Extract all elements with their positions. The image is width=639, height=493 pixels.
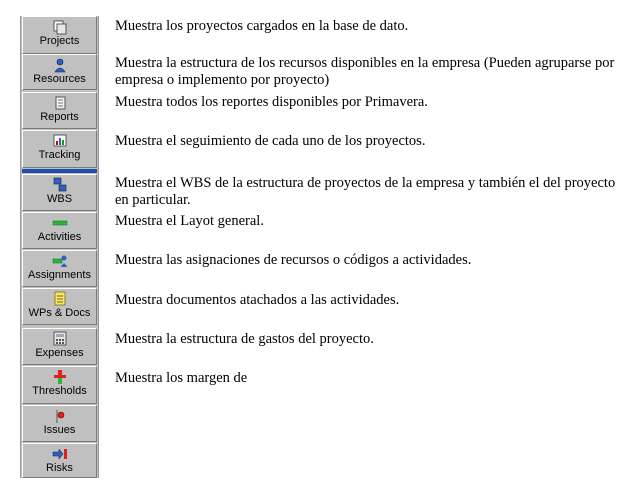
projects-description: Muestra los proyectos cargados en la base de dato. — [115, 18, 409, 34]
wbs-label: WBS — [46, 193, 73, 205]
risks-button[interactable] — [22, 443, 97, 478]
tracking-button[interactable] — [22, 130, 97, 168]
expenses-button[interactable] — [22, 328, 97, 365]
projects-label: Projects — [39, 35, 80, 47]
wbs-button[interactable] — [22, 174, 97, 211]
issues-button[interactable] — [22, 405, 97, 442]
assignments-icon — [52, 253, 68, 269]
activities-label: Activities — [37, 231, 82, 243]
assignments-label: Assignments — [28, 269, 91, 281]
thresholds-label: Thresholds — [32, 385, 87, 397]
tracking-description: Muestra el seguimiento de cada uno de los proyectos. — [115, 133, 426, 149]
wps-docs-label: WPs & Docs — [28, 307, 91, 319]
thresholds-icon — [52, 369, 68, 385]
wps-docs-button[interactable] — [22, 288, 97, 325]
activities-icon — [52, 215, 68, 231]
projects-button[interactable] — [22, 16, 97, 54]
tracking-label: Tracking — [38, 149, 81, 161]
expenses-description: Muestra la estructura de gastos del proyecto. — [115, 331, 374, 347]
reports-label: Reports — [40, 111, 79, 123]
tracking-icon — [52, 133, 68, 149]
toolbar-separator — [22, 169, 97, 173]
issues-icon — [52, 408, 68, 424]
assignments-description: Muestra las asignaciones de recursos o códigos a actividades. — [115, 252, 472, 268]
resources-description: Muestra la estructura de los recursos disponibles en la empresa (Pueden agruparse por empresa o implemento por proyecto) — [115, 55, 615, 88]
assignments-button[interactable] — [22, 250, 97, 287]
expenses-label: Expenses — [35, 347, 84, 359]
thresholds-button[interactable] — [22, 366, 97, 404]
resources-label: Resources — [33, 73, 86, 85]
activities-button[interactable] — [22, 212, 97, 249]
reports-button[interactable] — [22, 92, 97, 129]
activities-description: Muestra el Layot general. — [115, 213, 264, 229]
resources-icon — [52, 57, 68, 73]
wbs-description: Muestra el WBS de la estructura de proyectos de la empresa y también el del proyecto en particular. — [115, 175, 616, 208]
wps-docs-icon — [52, 291, 68, 307]
risks-icon — [52, 446, 68, 462]
reports-description: Muestra todos los reportes disponibles por Primavera. — [115, 94, 428, 110]
expenses-icon — [52, 331, 68, 347]
wbs-icon — [52, 177, 68, 193]
thresholds-description: Muestra los margen de — [115, 370, 248, 386]
projects-icon — [52, 19, 68, 35]
resources-button[interactable] — [22, 54, 97, 90]
wps-docs-description: Muestra documentos atachados a las actividades. — [115, 292, 400, 308]
issues-label: Issues — [43, 424, 76, 436]
risks-label: Risks — [46, 462, 73, 474]
reports-icon — [52, 95, 68, 111]
module-toolbar — [20, 16, 99, 478]
